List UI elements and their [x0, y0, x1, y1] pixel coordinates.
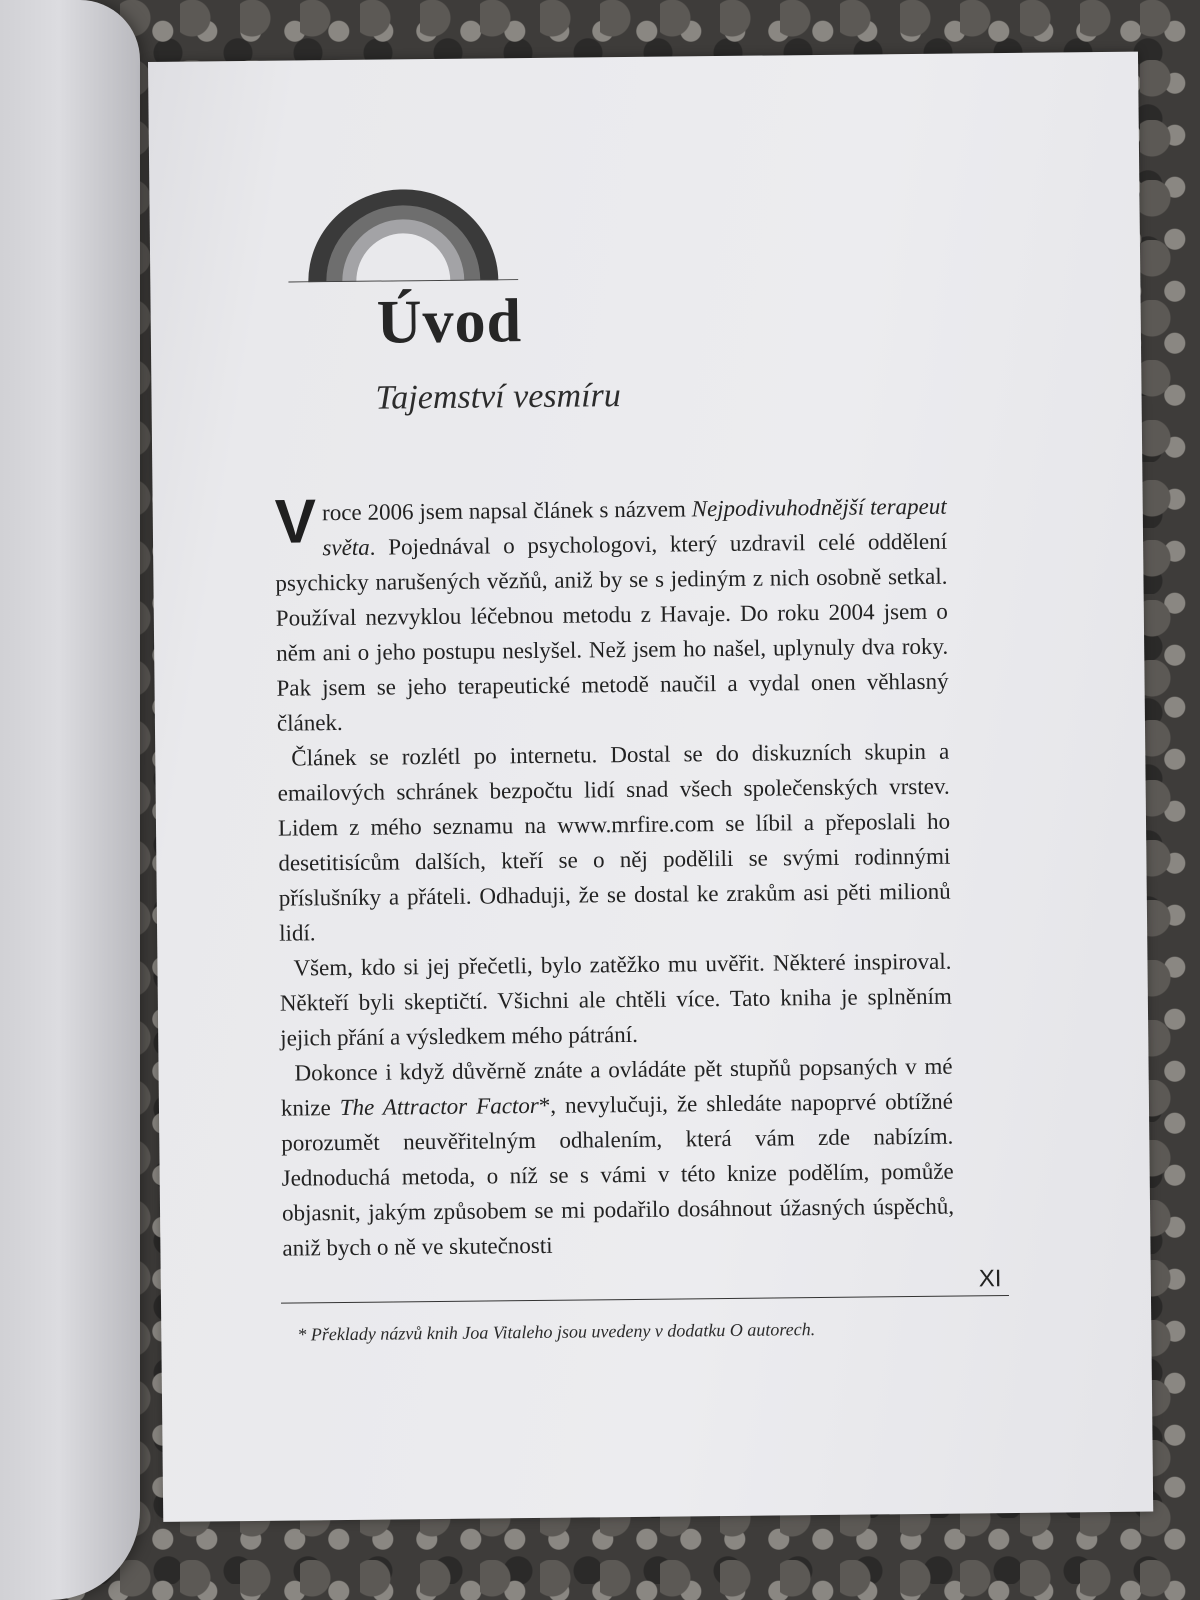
facing-page-edge: [0, 0, 140, 1600]
paragraph-1-text-b: . Pojednával o psychologovi, který uzdravil celé oddělení psychicky narušených vězňů, aniž by se s jediným z nich osobně setkal. Používal nezvyklou léčebnou metodu z Havaje. Do roku 2004 jsem o něm ani o jeho postupu neslyšel. Než jsem ho našel, uplynuly dva roky. Pak jsem se jeho terapeutické metodě naučil a vydal onen věhlasný článek.: [275, 528, 949, 736]
chapter-title: Úvod: [376, 287, 523, 357]
paragraph-4-text-a: Dokonce i když důvěrně znáte a ovládáte pět stupňů popsaných v mé knize: [280, 1053, 953, 1121]
footnote: * Překlady názvů knih Joa Vitaleho jsou uvedeny v dodatku O autorech.: [297, 1319, 816, 1345]
chapter-subtitle: Tajemství vesmíru: [375, 377, 621, 417]
paragraph-1-text-a: roce 2006 jsem napsal článek s názvem: [321, 496, 692, 526]
paragraph-3: Všem, kdo si jej přečetli, bylo zatěžko mu uvěřit. Některé inspiroval. Někteří byli skeptičtí. Všichni ale chtěli více. Tato kniha je splněním jejich přání a výsledkem mého pátrání.: [279, 948, 952, 1051]
body-text: [275, 489, 955, 1266]
drop-cap: V: [274, 487, 317, 557]
paragraph-1: [275, 489, 950, 741]
book-title: The Attractor Factor: [339, 1092, 539, 1121]
footer-rule: [281, 1295, 1009, 1304]
book-page: [148, 52, 1153, 1522]
paragraph-4-text-b: *, nevylučuji, že shledáte napoprvé obtížné porozumět neuvěřitelným odhalením, která vám zde nabízím. Jednoduchá metoda, o níž se s vámi v této knize podělím, pomůže objasnit, jakým způsobem se mi podařilo dosáhnout úžasných úspěchů, aniž bych o ně ve skutečnosti: [281, 1088, 955, 1261]
article-title: Nejpodivuhodnější terapeut světa: [322, 493, 947, 561]
paragraph-4: [280, 1049, 954, 1266]
rainbow-ornament-icon: [287, 188, 518, 282]
page-number: XI: [978, 1265, 1002, 1293]
paragraph-2: Článek se rozlétl po internetu. Dostal se do diskuzních skupin a emailových schránek bezpočtu lidí snad všech společenských vrstev. Lidem z mého seznamu na www.mrfire.com se líbil a přeposlali ho desetitisícům dalších, kteří se o něj podělili se svými rodinnými příslušníky a přáteli. Odhaduji, že se dostal ke zrakům asi pěti milionů lidí.: [277, 738, 951, 946]
